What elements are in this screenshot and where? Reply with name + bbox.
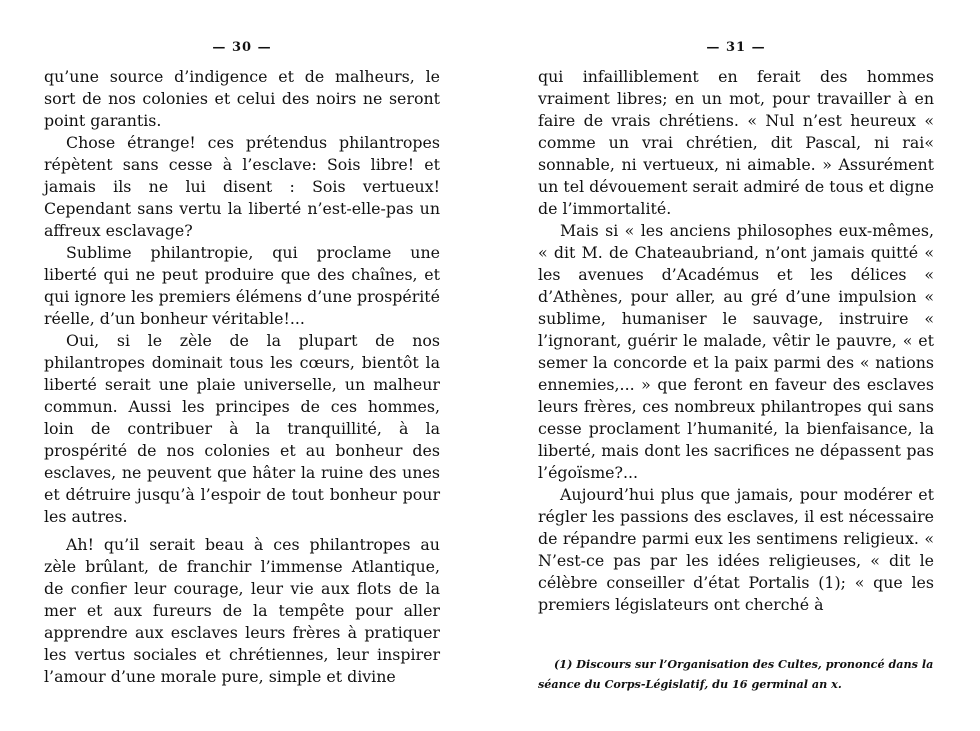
paragraph: Chose étrange! ces prétendus philantropes répètent sans cesse à l’esclave: Sois libre! et jamais ils ne lui disent : Sois vertueux! Cependant sans vertu la liberté n’est-elle-pas un affreux esclavage?: [44, 133, 440, 240]
page-number-right: — 31 —: [706, 40, 766, 55]
right-page-text: [538, 66, 934, 616]
paragraph: Aujourd’hui plus que jamais, pour modérer et régler les passions des esclaves, il est nécessaire de répandre parmi eux les sentimens religieux. « N’est-ce pas par les idées religieuses, « dit le célèbre conseiller d’état Portalis (1); « que les premiers législateurs ont cherché à: [538, 485, 934, 614]
paragraph: Ah! qu’il serait beau à ces philantropes au zèle brûlant, de franchir l’immense Atlantique, de confier leur courage, leur vie aux flots de la mer et aux fureurs de la tempête pour aller apprendre aux esclaves leurs frères à pratiquer les vertus sociales et chrétiennes, leur inspirer l’amour d’une morale pure, simple et divine: [44, 535, 440, 686]
paragraph: qu’une source d’indigence et de malheurs, le sort de nos colonies et celui des noirs ne seront point garantis.: [44, 67, 440, 130]
footnote: [538, 654, 934, 694]
left-page-text: [44, 66, 440, 688]
right-page: [538, 0, 934, 691]
paragraph: qui infailliblement en ferait des hommes vraiment libres; en un mot, pour travailler à en faire de vrais chrétiens. « Nul n’est heureux « comme un vrai chrétien, dit Pascal, ni rai« sonnable, ni vertueux, ni aimable. » Assurément un tel dévouement serait admiré de tous et digne de l’immortalité.: [538, 67, 934, 218]
paragraph: Sublime philantropie, qui proclame une liberté qui ne peut produire que des chaînes, et qui ignore les premiers élémens d’une prospérité réelle, d’un bonheur véritable!...: [44, 243, 441, 328]
left-page: [44, 0, 440, 688]
footnote-text: (1) Discours sur l’Organisation des Cultes, prononcé dans la séance du Corps-Législatif, du 16 germinal an x.: [538, 657, 934, 691]
paragraph: Oui, si le zèle de la plupart de nos philantropes dominait tous les cœurs, bientôt la liberté serait une plaie universelle, un malheur commun. Aussi les principes de ces hommes, loin de contribuer à la tranquillité, à la prospérité de nos colonies et au bonheur des esclaves, ne peuvent que hâter la ruine des unes et détruire jusqu’à l’espoir de tout bonheur pour les autres.: [44, 331, 440, 526]
paragraph: Mais si « les anciens philosophes eux-mêmes, « dit M. de Chateaubriand, n’ont jamais quitté « les avenues d’Académus et les délices « d’Athènes, pour aller, au gré d’une impulsion « sublime, humaniser le sauvage, instruire « l’ignorant, guérir le malade, vêtir le pauvre, « et semer la concorde et la paix parmi des « nations ennemies,... » que feront en faveur des esclaves leurs frères, ces nombreux philantropes qui sans cesse proclament l’humanité, la bienfaisance, la liberté, mais dont les sacrifices ne dépassent pas l’égoïsme?...: [538, 221, 934, 482]
page-number-left: — 30 —: [212, 40, 272, 55]
